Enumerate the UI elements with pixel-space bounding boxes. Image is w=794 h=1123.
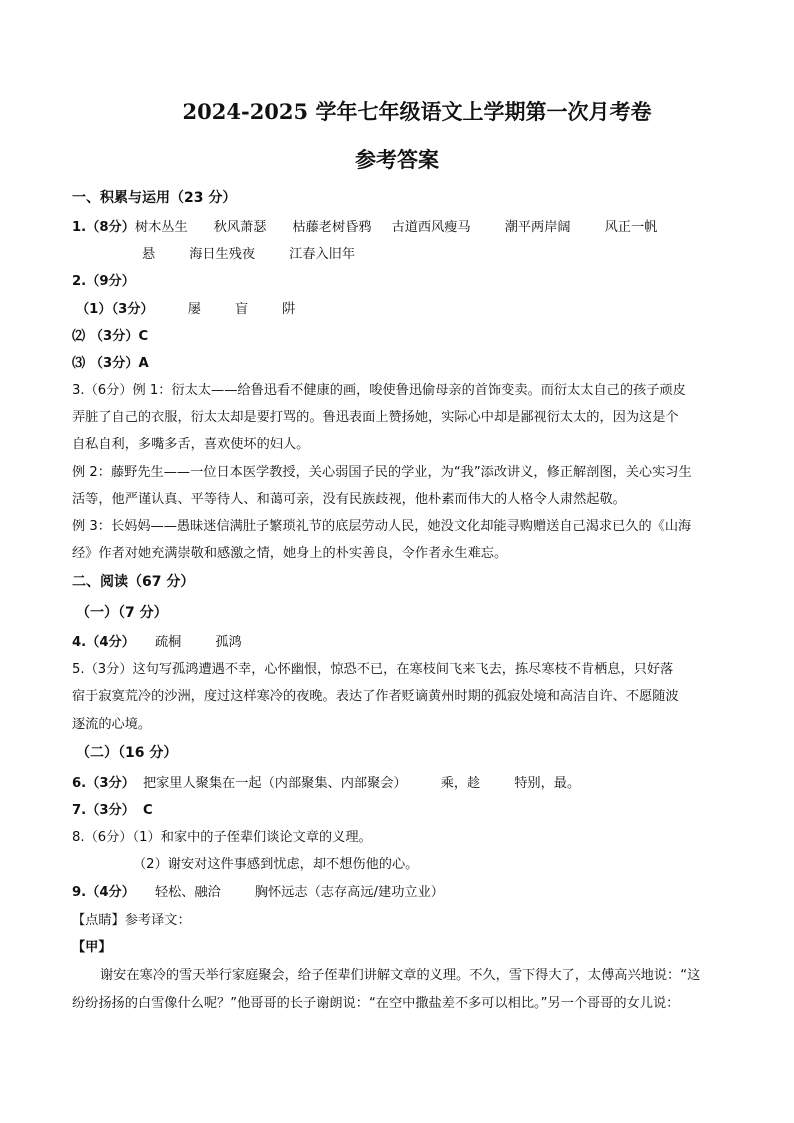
q3-line: 弄脏了自己的衣服，衍太太却是要打骂的。鲁迅表面上赞扬她，实际心中却是鄙视衍太太的，因为这是个 <box>72 410 679 425</box>
q6-answer: 把家里人聚集在一起（内部聚集、内部聚会） <box>142 776 407 791</box>
q2-answer: 盲 <box>234 302 249 317</box>
q1-answer: 海日生残夜 <box>189 247 256 262</box>
q1-answer: 风正一帆 <box>604 220 658 235</box>
q4-answer: 疏桐 <box>154 635 182 650</box>
q8-line-2: （2）谢安对这件事感到忧虑，却不想伤他的心。 <box>133 857 419 872</box>
q1-answer: 秋风萧瑟 <box>213 220 267 235</box>
q9-answer: 胸怀远志（志存高远/建功立业） <box>254 885 444 900</box>
q3-line: 3.（6分）例 1：衍太太——给鲁迅看不健康的画，唆使鲁迅偷母亲的首饰变卖。而衍太太自己的孩子顽皮 <box>72 383 686 398</box>
q1-answer: 枯藤老树昏鸦 <box>292 220 372 235</box>
q9-line <box>72 884 444 902</box>
q3-line: 经》作者对她充满崇敬和感激之情，她身上的朴实善良，令作者永生难忘。 <box>72 546 508 561</box>
q2-part-3: ⑶ （3分）A <box>72 356 149 371</box>
part-1-heading: （一）（7 分） <box>76 605 168 621</box>
q1-answer: 江春入旧年 <box>289 247 356 262</box>
q6-line <box>72 775 580 793</box>
q1-line-1 <box>72 219 657 237</box>
q5-line: 5.（3分）这句写孤鸿遭遇不幸，心怀幽恨，惊恐不已，在寒枝间飞来飞去，拣尽寒枝不肯栖息，只好落 <box>72 662 674 677</box>
q2-part-1 <box>76 301 295 319</box>
q6-answer: 乘，趁 <box>440 776 481 791</box>
q1-answer: 树木丛生 <box>134 220 188 235</box>
q1-label: 1.（8分） <box>72 220 135 235</box>
q2-answer: 阱 <box>282 302 296 317</box>
q3-line: 例 3：长妈妈——愚昧迷信满肚子繁琐礼节的底层劳动人民，她没文化却能寻购赠送自己渴求已久的《山海 <box>72 519 692 534</box>
section-2-heading: 二、阅读（67 分） <box>72 574 195 590</box>
q3-line: 例 2：藤野先生——一位日本医学教授，关心弱国子民的学业，为“我”添改讲义，修正解剖图，关心实习生 <box>72 465 692 480</box>
doc-subtitle: 参考答案 <box>355 147 439 172</box>
q5-line: 逐流的心境。 <box>72 717 152 732</box>
q4-answer: 孤鸿 <box>215 635 242 650</box>
q2-part-1-label: （1）（3分） <box>76 302 154 317</box>
q5-line: 宿于寂寞荒冷的沙洲，度过这样寒冷的夜晚。表达了作者贬谪黄州时期的孤寂处境和高洁自许、不愿随波 <box>72 689 679 704</box>
q7-label: 7.（3分） <box>72 803 135 818</box>
q2-label: 2.（9分） <box>72 274 135 289</box>
q1-answer: 潮平两岸阔 <box>504 220 571 235</box>
translation-line: 纷纷扬扬的白雪像什么呢？”他哥哥的长子谢朗说：“在空中撒盐差不多可以相比。”另一个哥哥的女儿说： <box>72 996 680 1011</box>
q3-line: 自私自利，多嘴多舌，喜欢使坏的妇人。 <box>72 437 310 452</box>
doc-title: 2024-2025 学年七年级语文上学期第一次月考卷 <box>182 99 652 124</box>
q7-line <box>72 802 153 820</box>
q9-label: 9.（4分） <box>72 885 135 900</box>
q2-part-2: ⑵ （3分）C <box>72 329 149 344</box>
q4-label: 4.（4分） <box>72 635 135 650</box>
q1-answer: 悬 <box>142 247 156 262</box>
q9-answer: 轻松、融洽 <box>154 885 221 900</box>
q8-line-1: 8.（6分）（1）和家中的子侄辈们谈论文章的义理。 <box>72 830 372 845</box>
note-heading: 【点睛】参考译文： <box>72 913 191 928</box>
q6-label: 6.（3分） <box>72 776 135 791</box>
q1-answer: 古道西风瘦马 <box>391 220 471 235</box>
q2-answer: 屡 <box>187 302 201 317</box>
section-1-heading: 一、积累与运用（23 分） <box>72 190 237 206</box>
q6-answer: 特别，最。 <box>514 776 581 791</box>
note-jia: 【甲】 <box>72 940 112 955</box>
q4-line <box>72 634 242 652</box>
part-2-heading: （二）（16 分） <box>76 745 178 761</box>
q3-line: 活等，他严谨认真、平等待人、和蔼可亲，没有民族歧视，他朴素而伟大的人格令人肃然起敬。 <box>72 492 626 507</box>
q7-answer: C <box>142 803 153 818</box>
translation-line: 谢安在寒冷的雪天举行家庭聚会，给子侄辈们讲解文章的义理。不久，雪下得大了，太傅高兴地说：“这 <box>100 968 701 983</box>
q1-line-2 <box>142 246 355 264</box>
